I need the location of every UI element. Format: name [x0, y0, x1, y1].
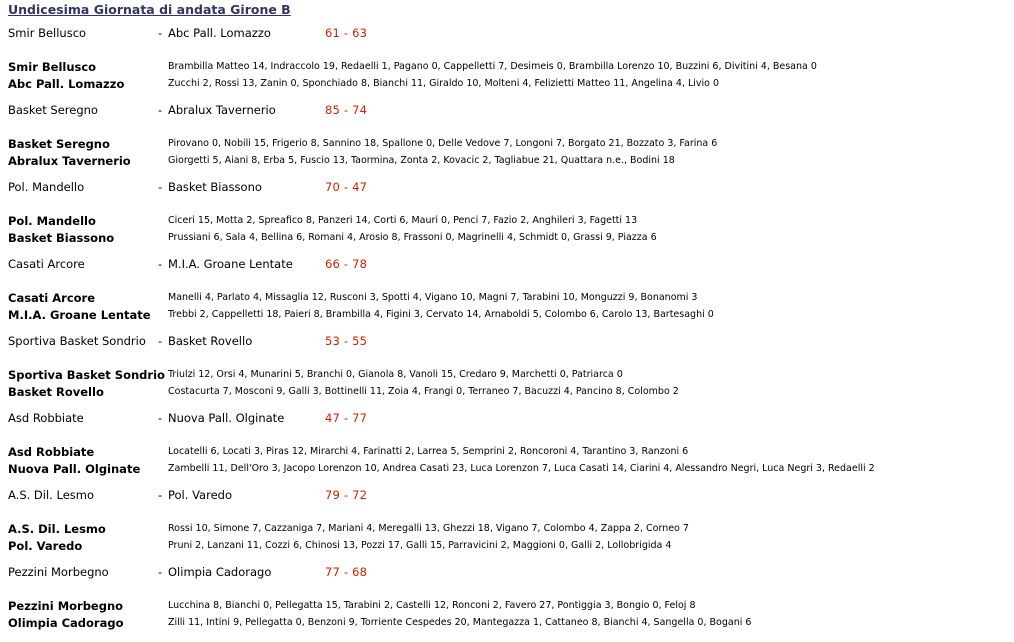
away-players: Zucchi 2, Rossi 13, Zanin 0, Sponchiado 8, Bianchi 11, Giraldo 10, Molteni 4, Felizietti Matteo 11, Angelina 4, Livio 0	[168, 78, 720, 89]
score: 79 - 72	[325, 488, 368, 502]
away-tabellino	[0, 385, 1014, 401]
away-team-name: Basket Biassono	[8, 231, 115, 245]
home-team: Smir Bellusco	[8, 26, 87, 40]
home-players: Triulzi 12, Orsi 4, Munarini 5, Branchi 0, Gianola 8, Vanoli 15, Credaro 9, Marchetti 0, Patriarca 0	[168, 369, 623, 380]
away-team: Abralux Tavernerio	[168, 103, 276, 117]
match-result-row	[0, 257, 1014, 273]
home-team-name: Pol. Mandello	[8, 214, 96, 228]
home-tabellino	[0, 60, 1014, 76]
game-block	[0, 180, 1014, 257]
score: 77 - 68	[325, 565, 368, 579]
away-team: Nuova Pall. Olginate	[168, 411, 285, 425]
match-result-row	[0, 180, 1014, 196]
match-result-row	[0, 488, 1014, 504]
away-players: Zilli 11, Intini 9, Pellegatta 0, Benzoni 9, Torriente Cespedes 20, Mantegazza 1, Cattaneo 8, Bianchi 4, Sangella 0, Bogani 6	[168, 617, 752, 628]
game-block	[0, 565, 1014, 642]
away-team: M.I.A. Groane Lentate	[168, 257, 293, 271]
game-block	[0, 334, 1014, 411]
away-team-name: Abralux Tavernerio	[8, 154, 131, 168]
score: 53 - 55	[325, 334, 368, 348]
away-tabellino	[0, 462, 1014, 478]
away-team-name: Basket Rovello	[8, 385, 104, 399]
match-result-row	[0, 26, 1014, 42]
home-team-name: Sportiva Basket Sondrio	[8, 368, 165, 382]
away-tabellino	[0, 77, 1014, 93]
score: 85 - 74	[325, 103, 368, 117]
home-tabellino	[0, 522, 1014, 538]
separator: -	[158, 334, 163, 348]
home-team-name: Pezzini Morbegno	[8, 599, 124, 613]
away-players: Prussiani 6, Sala 4, Bellina 6, Romani 4, Arosio 8, Frassoni 0, Magrinelli 4, Schmidt 0, Grassi 9, Piazza 6	[168, 232, 657, 243]
away-tabellino	[0, 231, 1014, 247]
home-players: Lucchina 8, Bianchi 0, Pellegatta 15, Tarabini 2, Castelli 12, Ronconi 2, Favero 27, Pontiggia 3, Bongio 0, Feloj 8	[168, 600, 696, 611]
separator: -	[158, 488, 163, 502]
away-players: Costacurta 7, Mosconi 9, Galli 3, Bottinelli 11, Zoia 4, Frangi 0, Terraneo 7, Bacuzzi 4, Pancino 8, Colombo 2	[168, 386, 679, 397]
home-team-name: A.S. Dil. Lesmo	[8, 522, 106, 536]
home-tabellino	[0, 214, 1014, 230]
game-block	[0, 26, 1014, 103]
separator: -	[158, 103, 163, 117]
away-team: Basket Rovello	[168, 334, 253, 348]
away-players: Giorgetti 5, Aiani 8, Erba 5, Fuscio 13, Taormina, Zonta 2, Kovacic 2, Tagliabue 21, Quattara n.e., Bodini 18	[168, 155, 675, 166]
away-team-name: M.I.A. Groane Lentate	[8, 308, 151, 322]
home-team-name: Smir Bellusco	[8, 60, 97, 74]
score: 61 - 63	[325, 26, 368, 40]
away-players: Trebbi 2, Cappelletti 18, Paieri 8, Brambilla 4, Figini 3, Cervato 14, Arnaboldi 5, Colombo 6, Carolo 13, Bartesaghi 0	[168, 309, 714, 320]
home-tabellino	[0, 445, 1014, 461]
away-players: Pruni 2, Lanzani 11, Cozzi 6, Chinosi 13, Pozzi 17, Galli 15, Parravicini 2, Maggioni 0, Galli 2, Lollobrigida 4	[168, 540, 672, 551]
home-team: Basket Seregno	[8, 103, 98, 117]
home-team: Pol. Mandello	[8, 180, 85, 194]
away-team-name: Olimpia Cadorago	[8, 616, 124, 630]
home-team-name: Asd Robbiate	[8, 445, 95, 459]
home-tabellino	[0, 137, 1014, 153]
separator: -	[158, 411, 163, 425]
match-result-row	[0, 411, 1014, 427]
away-tabellino	[0, 616, 1014, 632]
home-tabellino	[0, 599, 1014, 615]
game-block	[0, 411, 1014, 488]
away-tabellino	[0, 154, 1014, 170]
home-team: Sportiva Basket Sondrio	[8, 334, 146, 348]
away-team-name: Nuova Pall. Olginate	[8, 462, 141, 476]
home-tabellino	[0, 291, 1014, 307]
away-team-name: Abc Pall. Lomazzo	[8, 77, 125, 91]
score: 47 - 77	[325, 411, 368, 425]
away-players: Zambelli 11, Dell'Oro 3, Jacopo Lorenzon 10, Andrea Casati 23, Luca Lorenzon 7, Luca Casati 14, Ciarini 4, Alessandro Negri, Luca Negri 3, Redaelli 2	[168, 463, 875, 474]
separator: -	[158, 565, 163, 579]
away-team: Basket Biassono	[168, 180, 262, 194]
separator: -	[158, 257, 163, 271]
away-team: Pol. Varedo	[168, 488, 232, 502]
match-result-row	[0, 565, 1014, 581]
score: 70 - 47	[325, 180, 368, 194]
away-tabellino	[0, 539, 1014, 555]
game-block	[0, 488, 1014, 565]
home-team: Casati Arcore	[8, 257, 85, 271]
home-players: Pirovano 0, Nobili 15, Frigerio 8, Sannino 18, Spallone 0, Delle Vedove 7, Longoni 7, Borgato 21, Bozzato 3, Farina 6	[168, 138, 718, 149]
match-result-row	[0, 334, 1014, 350]
home-players: Locatelli 6, Locati 3, Piras 12, Mirarchi 4, Farinatti 2, Larrea 5, Semprini 2, Roncoroni 4, Tarantino 3, Ranzoni 6	[168, 446, 689, 457]
home-team-name: Basket Seregno	[8, 137, 110, 151]
home-team: Pezzini Morbegno	[8, 565, 109, 579]
match-result-row	[0, 103, 1014, 119]
home-tabellino	[0, 368, 1014, 384]
home-team: A.S. Dil. Lesmo	[8, 488, 94, 502]
home-players: Manelli 4, Parlato 4, Missaglia 12, Rusconi 3, Spotti 4, Vigano 10, Magni 7, Tarabini 10, Monguzzi 9, Bonanomi 3	[168, 292, 698, 303]
game-block	[0, 103, 1014, 180]
home-team-name: Casati Arcore	[8, 291, 96, 305]
home-team: Asd Robbiate	[8, 411, 84, 425]
away-team-name: Pol. Varedo	[8, 539, 83, 553]
page-title: Undicesima Giornata di andata Girone B	[8, 2, 291, 17]
away-team: Abc Pall. Lomazzo	[168, 26, 271, 40]
score: 66 - 78	[325, 257, 368, 271]
away-tabellino	[0, 308, 1014, 324]
away-team: Olimpia Cadorago	[168, 565, 272, 579]
home-players: Rossi 10, Simone 7, Cazzaniga 7, Mariani 4, Meregalli 13, Ghezzi 18, Vigano 7, Colombo 4, Zappa 2, Corneo 7	[168, 523, 689, 534]
separator: -	[158, 26, 163, 40]
home-players: Ciceri 15, Motta 2, Spreafico 8, Panzeri 14, Corti 6, Mauri 0, Penci 7, Fazio 2, Anghileri 3, Fagetti 13	[168, 215, 638, 226]
separator: -	[158, 180, 163, 194]
home-players: Brambilla Matteo 14, Indraccolo 19, Redaelli 1, Pagano 0, Cappelletti 7, Desimeis 0, Brambilla Lorenzo 10, Buzzini 6, Divitini 4, Besana 0	[168, 61, 817, 72]
game-block	[0, 257, 1014, 334]
